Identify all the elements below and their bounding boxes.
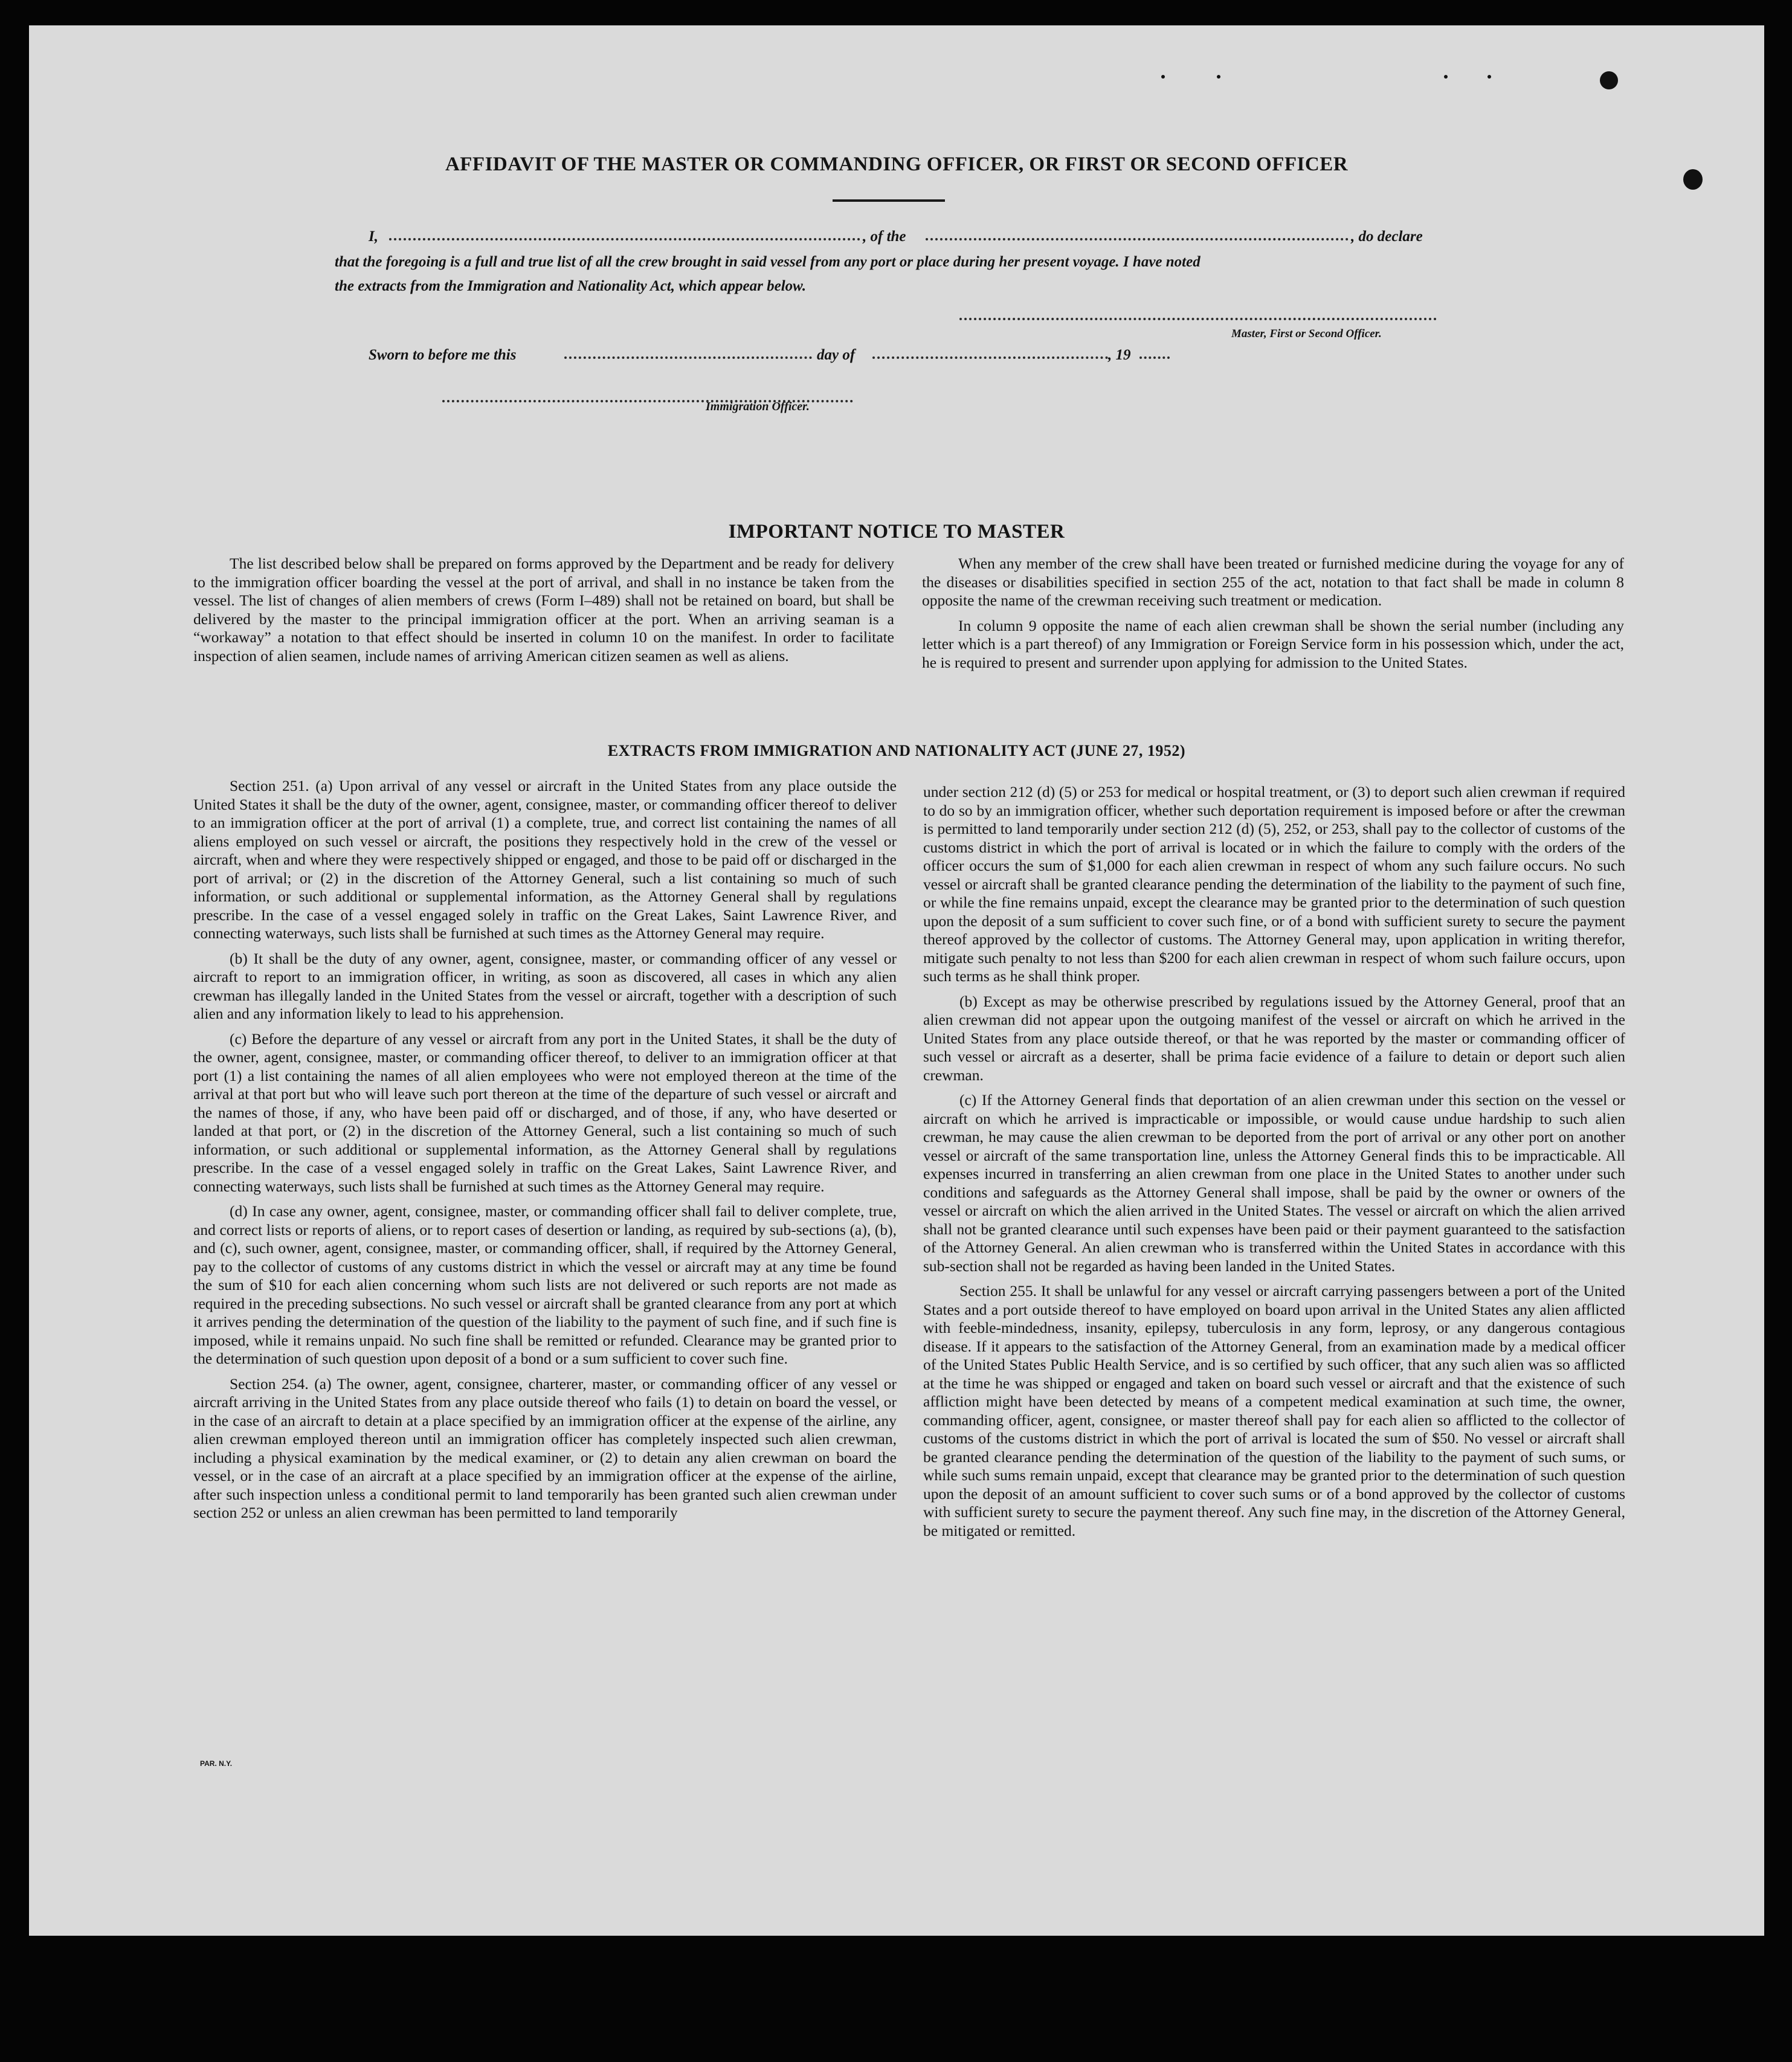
vessel-name-field[interactable] [926,238,1349,240]
section-254-a-continued: under section 212 (d) (5) or 253 for medical or hospital treatment, or (3) to deport such alien crewman if required to do so by an immigration officer, whether such deportation requirement is imposed before or after the crewman is permitted to land temporarily under section 212 (d) (5), 252, or 253, shall pay to the collector of customs of the customs district in which the port of arrival is located or in which the failure to comply with the orders of the officer occurs the sum of $1,000 for each alien crewman in respect of whom any such failure occurs. No such vessel or aircraft shall be granted clearance pending the determination of the liability to the payment of such fine, or while the fine remains unpaid, except the clearance may be granted prior to the determination of such question upon the deposit of a sum sufficient to cover such fine, or of a bond with sufficient surety to secure the payment thereof approved by the collector of customs. The Attorney General may, upon application in writing therefor, mitigate such penalty to not less than $200 for each alien crewman in respect of whom such failure occurs, upon such terms as he shall think proper. [923,783,1625,985]
punch-hole-mark [1600,71,1618,89]
dust-speck [1217,75,1220,79]
section-251-b: (b) It shall be the duty of any owner, agent, consignee, master, or commanding officer of any vessel or aircraft to report to an immigration officer, in writing, as soon as discovered, all cases in which any alien crewman has illegally landed in the United States from the vessel or aircraft, together with a description of such alien and any information likely to lead to his apprehension. [193,949,897,1022]
extracts-left-column [193,777,897,1529]
dust-speck [1487,75,1491,79]
sworn-month-field[interactable] [872,356,1108,359]
extracts-right-column [923,783,1625,1547]
notice-title: IMPORTANT NOTICE TO MASTER [728,521,1065,543]
affidavit-title: AFFIDAVIT OF THE MASTER OR COMMANDING OFFICER, OR FIRST OR SECOND OFFICER [445,153,1349,175]
vessel-of-label: , of the [863,228,906,245]
dust-speck [1161,75,1165,79]
notice-left-paragraph: The list described below shall be prepared on forms approved by the Department and be ready for delivery to the immigration officer boarding the vessel at the port of arrival, and shall in no instance be taken from the vessel. The list of changes of alien members of crews (Form I–489) shall not be retained on board, but shall be delivered by the master to the principal immigration officer at the port. When an arriving seaman is a “workaway” a notation to that effect should be inserted in column 10 on the manifest. In order to facilitate inspection of alien seamen, include names of arriving American citizen seamen as well as aliens. [193,555,894,665]
master-signature-label: Master, First or Second Officer. [1231,327,1382,340]
officer-signature-label: Immigration Officer. [706,400,810,413]
printer-mark: PAR. N.Y. [200,1759,233,1768]
section-254-b: (b) Except as may be otherwise prescribed by regulations issued by the Attorney General, proof that an alien crewman did not appear upon the outgoing manifest of the vessel or aircraft on which he arrived in the United States from any place outside thereof, or that he was reported by the master or commanding officer of such vessel or aircraft as a deserter, shall be prima facie evidence of a failure to detain or deport such alien crewman. [923,992,1625,1084]
sworn-day-field[interactable] [564,356,812,359]
section-251-c: (c) Before the departure of any vessel or aircraft from any port in the United States, it shall be the duty of the owner, agent, consignee, master, or commanding officer thereof, to deliver to an immigration officer at that port (1) a list containing the names of all alien employees who were not employed thereon at the time of the arrival at that port but who will leave such port thereon at the time of the departure of such vessel or aircraft and the names of those, if any, who have been paid off or discharged, and of those, if any, who have deserted or landed at that port, or (2) in the discretion of the Attorney General, such a list containing so much of such information, or such additional or supplemental information, as the Attorney General shall by regulations prescribe. In the case of a vessel engaged solely in traffic on the Great Lakes, Saint Lawrence River, and connecting waterways, such lists shall be furnished at such times as the Attorney General may require. [193,1029,897,1195]
sworn-label: Sworn to before me this [369,347,517,363]
declarant-prefix: I, [369,228,378,245]
section-251-a: Section 251. (a) Upon arrival of any vessel or aircraft in the United States from any place outside the United States it shall be the duty of the owner, agent, consignee, master, or commanding officer thereof to deliver to an immigration officer at the port of arrival (1) a complete, true, and correct list containing the names of all aliens employed on such vessel or aircraft, the positions they respectively hold in the crew of the vessel or aircraft, when and where they were respectively shipped or engaged, and those to be paid off or discharged in the port of arrival; or (2) in the discretion of the Attorney General, such a list containing so much of such information, or such additional or supplemental information, as the Attorney General shall by regulations prescribe. In the case of a vessel engaged solely in traffic on the Great Lakes, Saint Lawrence River, and connecting waterways, such lists shall be furnished at such times as the Attorney General may require. [193,777,897,942]
title-underline [833,199,945,202]
section-254-c: (c) If the Attorney General finds that deportation of an alien crewman under this section on the vessel or aircraft on which he arrived is impracticable or impossible, or would cause undue hardship to such alien crewman, he may cause the alien crewman to be deported from the port of arrival or any other port on another vessel or aircraft of the same transportation line, unless the Attorney General finds this to be impracticable. All expenses incurred in transferring an alien crewman from one place in the United States to another under such conditions and safeguards as the Attorney General shall impose, shall be paid by the owner or owners of the vessel or aircraft on which the alien arrived in the United States. The vessel or aircraft on which the alien arrived shall not be granted clearance until such expenses have been paid or their payment guaranteed to the satisfaction of the Attorney General. An alien crewman who is transferred within the United States in accordance with this sub-section shall not be regarded as having been landed in the United States. [923,1091,1625,1275]
declaration-line-2: the extracts from the Immigration and Nationality Act, which appear below. [335,278,807,294]
form-sheet [29,25,1764,1936]
extracts-title: EXTRACTS FROM IMMIGRATION AND NATIONALITY ACT (JUNE 27, 1952) [607,742,1186,759]
do-declare-label: , do declare [1351,228,1423,245]
declarant-name-field[interactable] [389,238,860,240]
dust-speck [1444,75,1448,79]
sworn-year-field[interactable] [1139,356,1170,359]
notice-right-column [922,555,1624,678]
notice-right-paragraph: When any member of the crew shall have been treated or furnished medicine during the voyage for any of the diseases or disabilities specified in section 255 of the act, notation to that fact shall be made in column 8 opposite the name of the crewman receiving such treatment or medication. [922,555,1624,609]
punch-hole-mark [1683,169,1703,190]
section-254-a: Section 254. (a) The owner, agent, consignee, charterer, master, or commanding officer of any vessel or aircraft arriving in the United States from any place outside thereof who fails (1) to detain on board the vessel, or in the case of an aircraft to detain at a place specified by an immigration officer at the expense of the airline, any alien crewman employed thereon until an immigration officer has completely inspected such alien crewman, including a physical examination by the medical examiner, or (2) to detain any alien crewman on board the vessel, or in the case of an aircraft at a place specified by an immigration officer at the expense of the airline, after such inspection unless a conditional permit to land temporarily has been granted such alien crewman under section 252 or unless an alien crewman has been permitted to land temporarily [193,1374,897,1521]
day-of-label: day of [817,347,856,363]
notice-left-column [193,555,894,672]
declaration-line-1: that the foregoing is a full and true list of all the crew brought in said vessel from any port or place during her present voyage. I have noted [335,254,1201,270]
year-label: , 19 [1108,347,1131,363]
section-251-d: (d) In case any owner, agent, consignee, master, or commanding officer shall fail to deliver complete, true, and correct lists or reports of aliens, or to report cases of desertion or landing, as required by sub-sections (a), (b), and (c), such owner, agent, consignee, master, or commanding officer, shall, if required by the Attorney General, pay to the collector of customs of any customs district in which the vessel or aircraft may at any time be found the sum of $10 for each alien concerning whom such lists are not delivered or such reports are not made as required in the preceding subsections. No such vessel or aircraft shall be granted clearance from any port at which it arrives pending the determination of the question of the liability to the payment of such fine, and if such fine is imposed, while it remains unpaid. No such fine shall be remitted or refunded. Clearance may be granted prior to the determination of such question upon deposit of a bond or a sum sufficient to cover such fine. [193,1202,897,1367]
master-signature-field[interactable] [959,318,1437,320]
notice-right-paragraph: In column 9 opposite the name of each alien crewman shall be shown the serial number (including any letter which is a part thereof) of any Immigration or Foreign Service form in his possession which, under the act, he is required to present and surrender upon applying for admission to the United States. [922,616,1624,671]
section-255: Section 255. It shall be unlawful for any vessel or aircraft carrying passengers between a port of the United States and a port outside thereof to have employed on board upon arrival in the United States any alien afflicted with feeble-mindedness, insanity, epilepsy, tuberculosis in any form, leprosy, or any dangerous contagious disease. If it appears to the satisfaction of the Attorney General, from an examination made by a medical officer of the United States Public Health Service, and is so certified by such officer, that any such alien was so afflicted at the time he was shipped or engaged and taken on board such vessel or aircraft and that the existence of such affliction might have been detected by means of a competent medical examination at such time, the owner, commanding officer, agent, consignee, or master thereof shall pay for each alien so afflicted to the collector of customs of the customs district in which the port of arrival is located the sum of $50. No vessel or aircraft shall be granted clearance pending the determination of the question of the liability to the payment of such sums, or while such sums remain unpaid, except that clearance may be granted prior to the determination of such question upon the deposit of an amount sufficient to cover such sums or of a bond approved by the collector of customs with sufficient surety to secure the payment thereof. Any such fine may, in the discretion of the Attorney General, be mitigated or remitted. [923,1282,1625,1539]
